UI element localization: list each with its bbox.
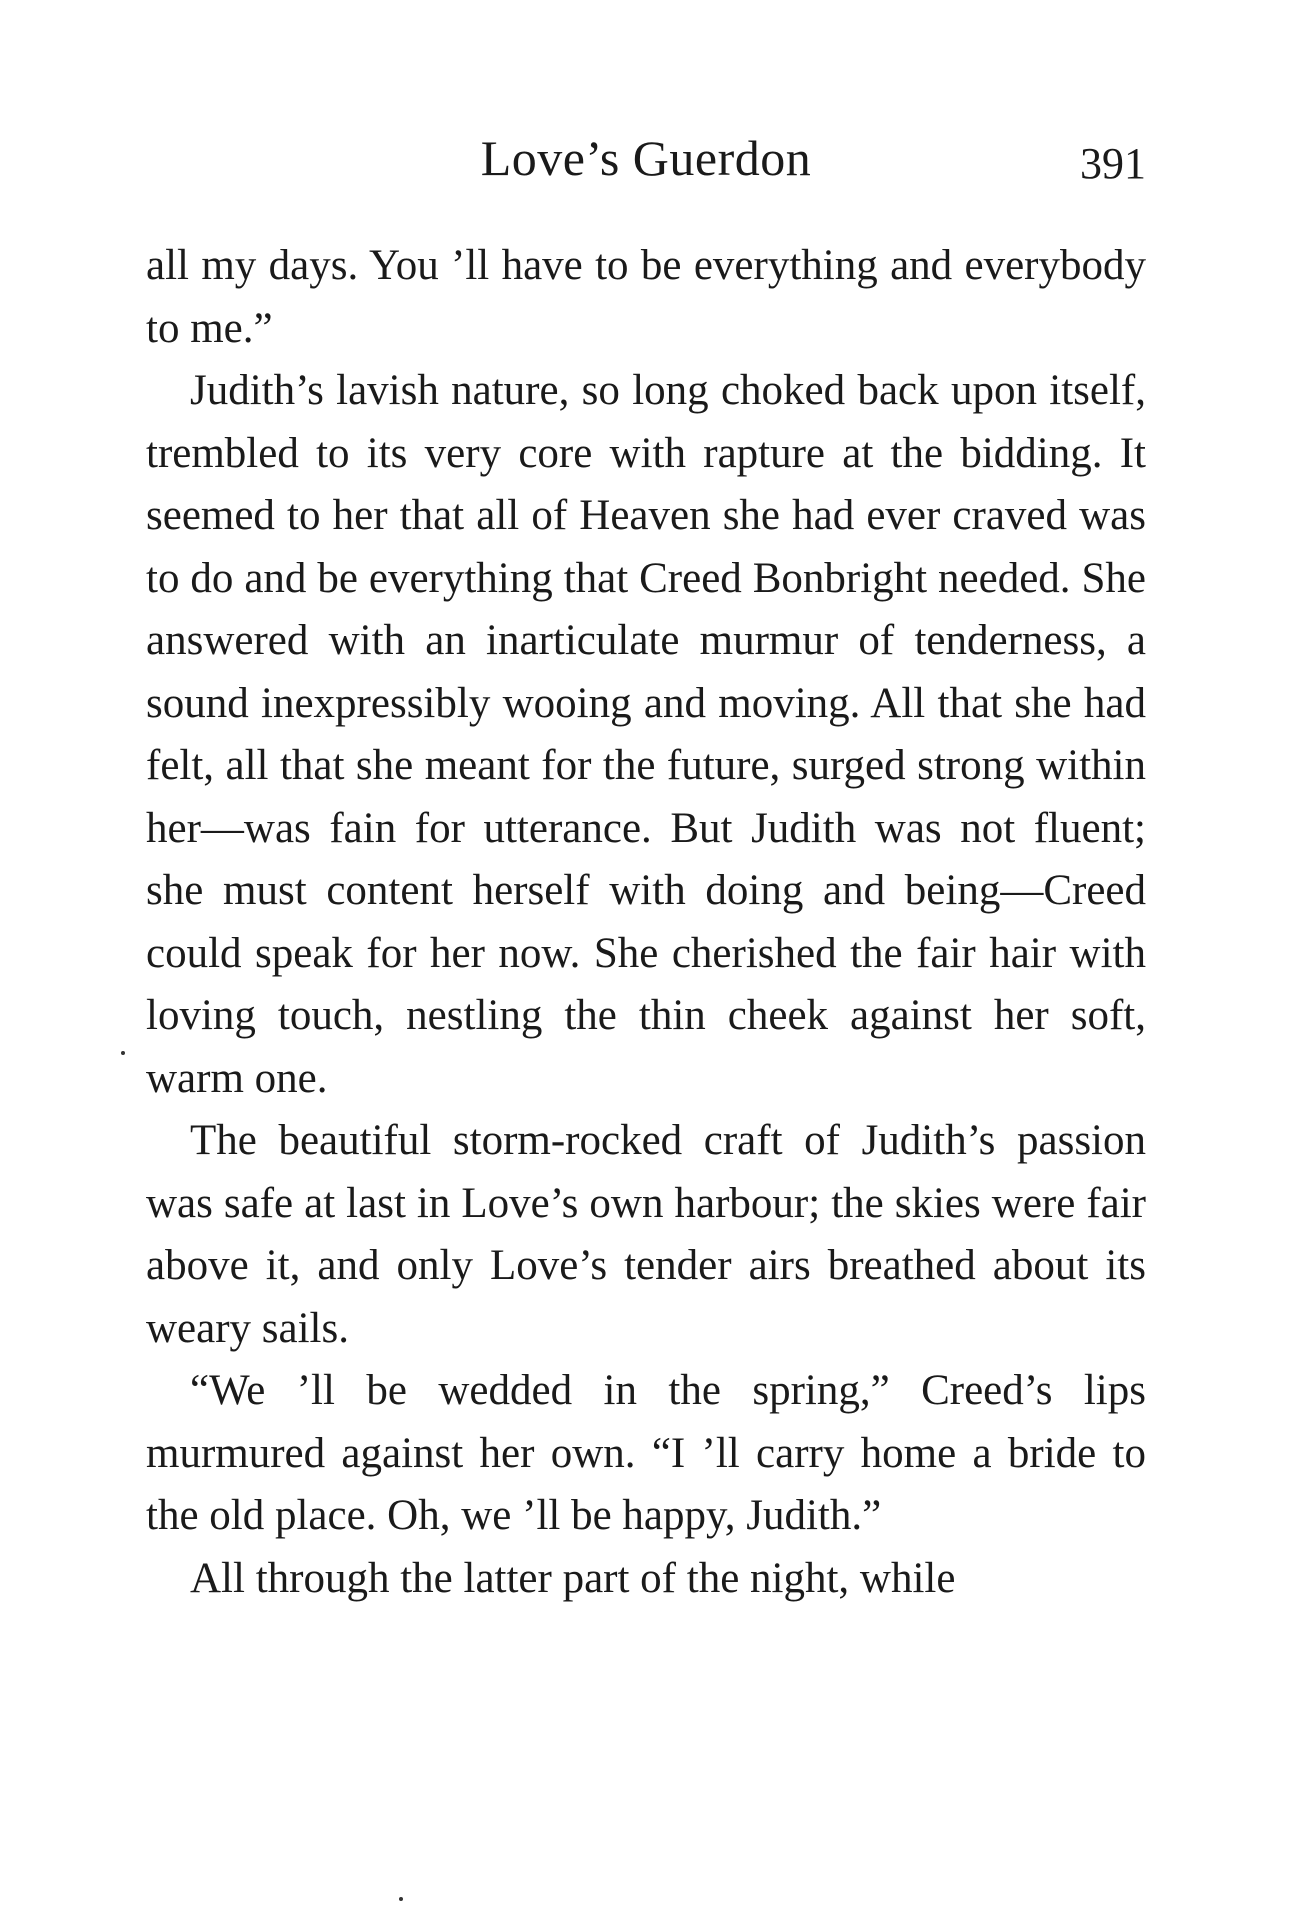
paragraph-continues: All through the latter part of the night, while bbox=[190, 1554, 956, 1602]
scan-speck bbox=[121, 1051, 125, 1055]
paragraph: The beautiful storm-rocked craft of Judith’s passion was safe at last in Love’s own harbour; the skies were fair above it, and only Love’s tender airs breathed about its weary sails. bbox=[146, 1117, 1146, 1352]
running-head-title: Love’s Guerdon bbox=[480, 130, 812, 186]
scan-speck bbox=[399, 1897, 403, 1901]
paragraph: Judith’s lavish nature, so long choked back upon itself, trembled to its very core with rapture at the bidding. It seemed to her that all of Heaven she had ever craved was to do and be everything that Creed Bonbright needed. She answered with an inarticulate murmur of tenderness, a sound inexpressibly wooing and moving. All that she had felt, all that she meant for the future, surged strong within her—was fain for utterance. But Judith was not fluent; she must content herself with doing and being—Creed could speak for her now. She cherished the fair hair with loving touch, nestling the thin cheek against her soft, warm one. bbox=[146, 367, 1146, 1102]
body-text bbox=[146, 235, 1146, 1610]
page-number: 391 bbox=[1080, 139, 1146, 188]
paragraph-continued: all my days. You ’ll have to be everything and everybody to me.” bbox=[146, 242, 1146, 352]
running-head bbox=[146, 128, 1146, 188]
paragraph: “We ’ll be wedded in the spring,” Creed’s lips murmured against her own. “I ’ll carry home a bride to the old place. Oh, we ’ll be happy, Judith.” bbox=[146, 1367, 1146, 1539]
